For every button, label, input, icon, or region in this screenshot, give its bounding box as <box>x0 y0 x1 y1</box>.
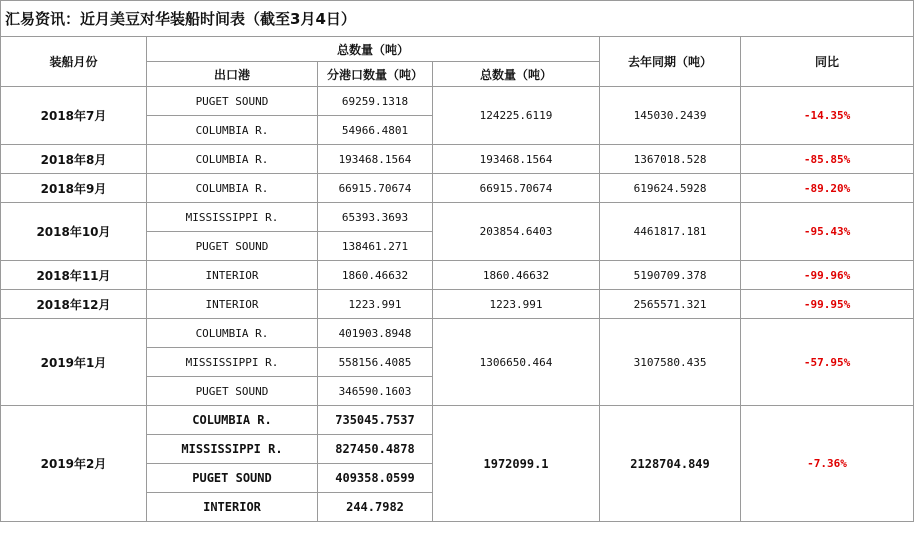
shipment-table <box>0 36 914 522</box>
port-cell: PUGET SOUND <box>147 377 318 406</box>
table-row <box>1 406 914 435</box>
last-year-cell: 2128704.849 <box>600 406 741 522</box>
table-row <box>1 87 914 116</box>
port-cell: COLUMBIA R. <box>147 319 318 348</box>
month-cell: 2019年2月 <box>1 406 147 522</box>
port-qty-cell: 193468.1564 <box>318 145 433 174</box>
header-yoy: 同比 <box>741 37 914 87</box>
header-total: 总数量（吨） <box>433 62 600 87</box>
port-cell: PUGET SOUND <box>147 464 318 493</box>
total-cell: 66915.70674 <box>433 174 600 203</box>
port-qty-cell: 409358.0599 <box>318 464 433 493</box>
header-port: 出口港 <box>147 62 318 87</box>
last-year-cell: 2565571.321 <box>600 290 741 319</box>
last-year-cell: 3107580.435 <box>600 319 741 406</box>
month-cell: 2019年1月 <box>1 319 147 406</box>
last-year-cell: 5190709.378 <box>600 261 741 290</box>
yoy-cell: -57.95% <box>741 319 914 406</box>
port-qty-cell: 66915.70674 <box>318 174 433 203</box>
table-row <box>1 261 914 290</box>
total-cell: 203854.6403 <box>433 203 600 261</box>
yoy-cell: -99.95% <box>741 290 914 319</box>
port-cell: COLUMBIA R. <box>147 174 318 203</box>
total-cell: 1223.991 <box>433 290 600 319</box>
port-qty-cell: 65393.3693 <box>318 203 433 232</box>
port-cell: INTERIOR <box>147 493 318 522</box>
port-qty-cell: 827450.4878 <box>318 435 433 464</box>
port-qty-cell: 138461.271 <box>318 232 433 261</box>
header-port-qty: 分港口数量（吨） <box>318 62 433 87</box>
port-cell: COLUMBIA R. <box>147 116 318 145</box>
port-cell: MISSISSIPPI R. <box>147 203 318 232</box>
yoy-cell: -89.20% <box>741 174 914 203</box>
month-cell: 2018年9月 <box>1 174 147 203</box>
last-year-cell: 1367018.528 <box>600 145 741 174</box>
month-cell: 2018年12月 <box>1 290 147 319</box>
port-cell: INTERIOR <box>147 261 318 290</box>
port-qty-cell: 558156.4085 <box>318 348 433 377</box>
total-cell: 1860.46632 <box>433 261 600 290</box>
table-row <box>1 290 914 319</box>
total-cell: 193468.1564 <box>433 145 600 174</box>
last-year-cell: 4461817.181 <box>600 203 741 261</box>
total-cell: 124225.6119 <box>433 87 600 145</box>
port-qty-cell: 401903.8948 <box>318 319 433 348</box>
port-cell: MISSISSIPPI R. <box>147 435 318 464</box>
total-cell: 1972099.1 <box>433 406 600 522</box>
table-body <box>1 87 914 522</box>
header-month: 装船月份 <box>1 37 147 87</box>
page-title: 汇易资讯：近月美豆对华装船时间表（截至3月4日） <box>0 0 914 36</box>
port-qty-cell: 346590.1603 <box>318 377 433 406</box>
last-year-cell: 145030.2439 <box>600 87 741 145</box>
header-last-year: 去年同期（吨） <box>600 37 741 87</box>
port-qty-cell: 1223.991 <box>318 290 433 319</box>
header-total-group: 总数量（吨） <box>147 37 600 62</box>
month-cell: 2018年10月 <box>1 203 147 261</box>
yoy-cell: -99.96% <box>741 261 914 290</box>
yoy-cell: -14.35% <box>741 87 914 145</box>
port-cell: INTERIOR <box>147 290 318 319</box>
yoy-cell: -7.36% <box>741 406 914 522</box>
port-qty-cell: 54966.4801 <box>318 116 433 145</box>
port-cell: COLUMBIA R. <box>147 145 318 174</box>
table-row <box>1 145 914 174</box>
port-cell: PUGET SOUND <box>147 232 318 261</box>
table-row <box>1 203 914 232</box>
month-cell: 2018年11月 <box>1 261 147 290</box>
port-qty-cell: 69259.1318 <box>318 87 433 116</box>
port-cell: COLUMBIA R. <box>147 406 318 435</box>
yoy-cell: -85.85% <box>741 145 914 174</box>
port-qty-cell: 1860.46632 <box>318 261 433 290</box>
total-cell: 1306650.464 <box>433 319 600 406</box>
month-cell: 2018年7月 <box>1 87 147 145</box>
port-qty-cell: 735045.7537 <box>318 406 433 435</box>
table-row <box>1 174 914 203</box>
month-cell: 2018年8月 <box>1 145 147 174</box>
yoy-cell: -95.43% <box>741 203 914 261</box>
port-qty-cell: 244.7982 <box>318 493 433 522</box>
port-cell: MISSISSIPPI R. <box>147 348 318 377</box>
table-row <box>1 319 914 348</box>
port-cell: PUGET SOUND <box>147 87 318 116</box>
last-year-cell: 619624.5928 <box>600 174 741 203</box>
